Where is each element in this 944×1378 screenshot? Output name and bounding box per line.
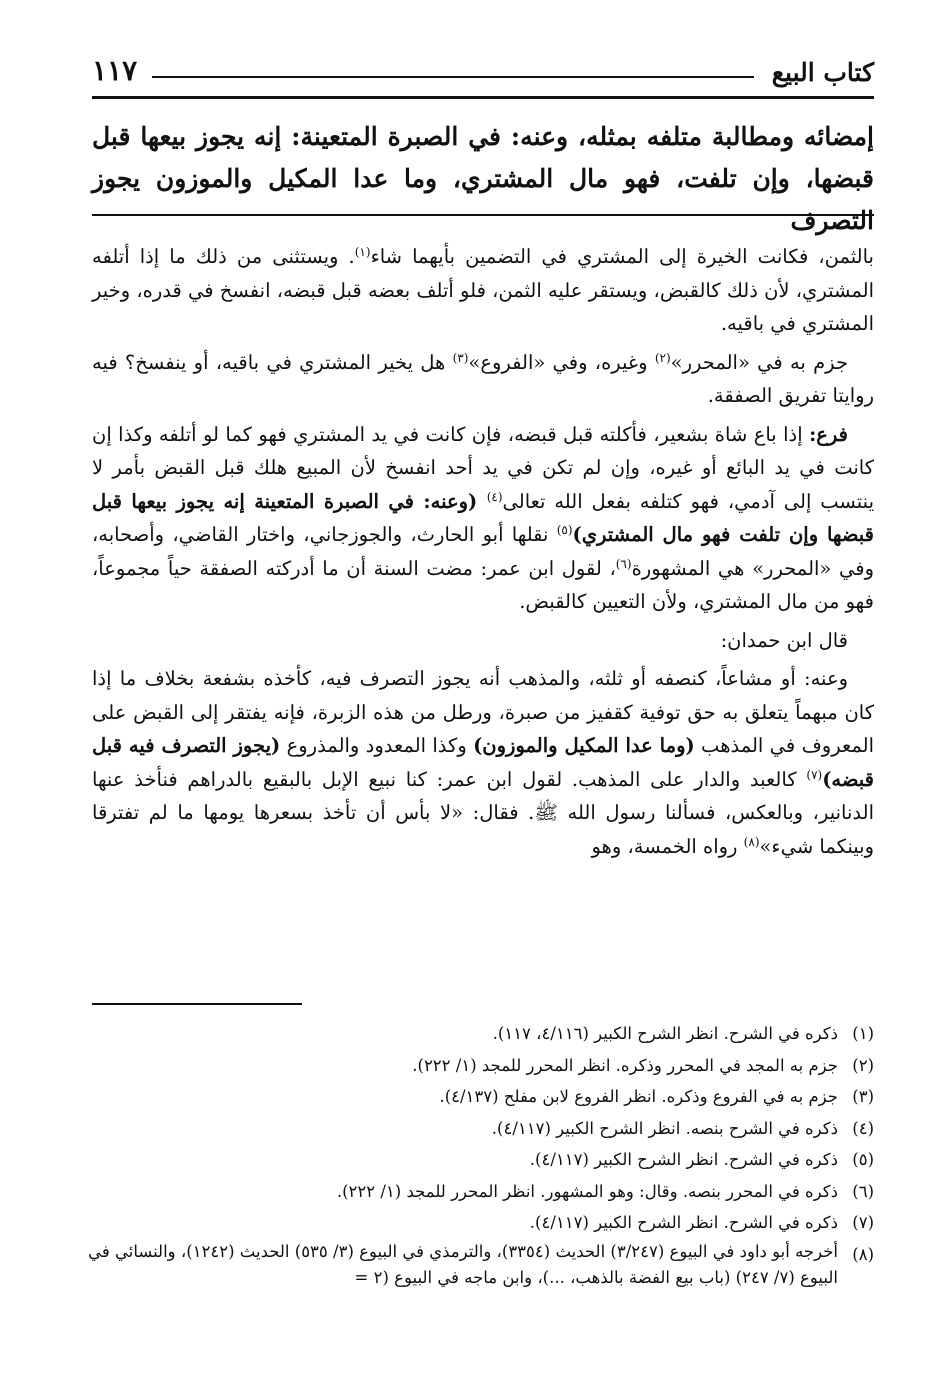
footnote: (١) ذكره في الشرح. انظر الشرح الكبير (٤/١١٦، ١١٧). bbox=[492, 1024, 874, 1043]
quoted-matn: (يجوز التصرف فيه قبل قبضه) bbox=[92, 734, 874, 791]
page-number: ١١٧ bbox=[92, 54, 138, 87]
footnote-ref: (٣) bbox=[452, 350, 469, 365]
footnotes bbox=[78, 1018, 874, 1291]
book-title: كتاب البيع bbox=[771, 58, 874, 87]
footnote: (٢) جزم به المجد في المحرر وذكره. انظر المحرر للمجد (١/ ٢٢٢). bbox=[412, 1055, 874, 1075]
far-label: فرع: bbox=[809, 422, 848, 446]
header-rule bbox=[152, 76, 754, 78]
quoted-matn: (وما عدا المكيل والموزون) bbox=[473, 734, 695, 757]
quoted-matn: (وعنه: في الصبرة المتعينة إنه يجوز بيعها قبل قبضها وإن تلفت فهو مال المشتري) bbox=[92, 489, 875, 546]
paragraph: فرع: إذا باع شاة بشعير، فأكلته قبل قبضه، فإن كانت في يد المشتري فهو كما لو أتلفه وكذا إن كانت في يد البائع أو غيره، وإن لم تكن في يد أحد انفسخ لأن المبيع هلك قبل القبض بأمر لا ينتسب إلى آدمي، فهو كتلفه بفعل الله تعالى$^{(٤)}$ (وعنه: في الصبرة المتعينة إنه يجوز بيعها قبل قبضها وإن تلفت فهو مال المشتري)$^{(٥)}$ نقلها أبو الحارث، والجوزجاني، واختار القاضي، وأصحابه، وفي «المحرر» هي المشهورة$^{(٦)}$، لقول ابن عمر: مضت السنة أن ما أدركته الصفقة حياً مجموعاً، فهو من مال المشتري، ولأن التعيين كالقبض. bbox=[92, 422, 875, 613]
footnote: (٣) جزم به في الفروع وذكره. انظر الفروع لابن مفلح (٤/١٣٧). bbox=[439, 1087, 874, 1106]
footnote: (٨) أخرجه أبو داود في البيوع (٣/٢٤٧) الحديث (٣٣٥٤)، والترمذي في البيوع (٣/ ٥٣٥) الحديث (١٢٤٢)، والنسائي في البيوع (٧/ ٢٤٧) (باب بيع الفضة بالذهب، ...)، وابن ماجه في البيوع (٢ = bbox=[88, 1241, 874, 1287]
footnote: (٧) ذكره في الشرح. انظر الشرح الكبير (٤/١١٧). bbox=[529, 1213, 874, 1232]
footnote-ref: (٨) bbox=[743, 834, 760, 849]
matn-separator bbox=[92, 214, 874, 216]
footnote-ref: (٤) bbox=[486, 489, 503, 504]
commentary-body bbox=[92, 240, 874, 863]
footnote-ref: (٦) bbox=[615, 556, 632, 571]
footnote-ref: (٢) bbox=[654, 350, 671, 365]
footnote: (٤) ذكره في الشرح بنصه. انظر الشرح الكبير (٤/١١٧). bbox=[491, 1118, 874, 1138]
footnote-ref: (٥) bbox=[556, 523, 573, 537]
running-header bbox=[92, 52, 874, 99]
footnote: (٥) ذكره في الشرح. انظر الشرح الكبير (٤/١١٧). bbox=[529, 1150, 874, 1169]
footnote-separator bbox=[92, 1003, 302, 1005]
footnote-ref: (١) bbox=[354, 245, 371, 259]
paragraph: جزم به في «المحرر»$^{(٢)}$ وغيره، وفي «الفروع»$^{(٣)}$ هل يخير المشتري في باقيه، أو ينفسخ؟ فيه روايتا تفريق الصفقة. bbox=[92, 350, 874, 407]
paragraph: بالثمن، فكانت الخيرة إلى المشتري في التضمين بأيهما شاء$^{(١)}$. ويستثنى من ذلك ما إذا أتلفه المشتري، لأن ذلك كالقبض، ويستقر عليه الثمن، فلو أتلف بعضه قبل قبضه، انفسخ في قدره، وخير المشتري في باقيه. bbox=[92, 245, 874, 335]
footnote-ref: (٧) bbox=[806, 767, 823, 782]
matn-text: إمضائه ومطالبة متلفه بمثله، وعنه: في الصبرة المتعينة: إنه يجوز بيعها قبل قبضها، وإن تلفت، فهو مال المشتري، وما عدا المكيل والموزون يجوز التصرف bbox=[92, 122, 874, 235]
footnote: (٦) ذكره في المحرر بنصه. وقال: وهو المشهور. انظر المحرر للمجد (١/ ٢٢٢). bbox=[336, 1181, 874, 1201]
paragraph: قال ابن حمدان: bbox=[720, 628, 848, 652]
paragraph: وعنه: أو مشاعاً، كنصفه أو ثلثه، والمذهب أنه يجوز التصرف فيه، كأخذه بشفعة بخلاف ما إذا كان مبهماً يتعلق به حق توفية كقفيز من صبرة، ورطل من هذه الزبرة، فإنه يفتقر إلى القبض على المعروف في المذهب (وما عدا المكيل والموزون) وكذا المعدود والمذروع (يجوز التصرف فيه قبل قبضه)$^{(٧)}$ كالعبد والدار على المذهب. لقول ابن عمر: كنا نبيع الإبل بالبقيع بالدراهم فنأخذ عنها الدنانير، وبالعكس، فسألنا رسول الله ﷺ. فقال: «لا بأس أن تأخذ بسعرها يومها ما لم تفترقا وبينكما شيء»$^{(٨)}$ رواه الخمسة، وهو bbox=[92, 667, 875, 858]
